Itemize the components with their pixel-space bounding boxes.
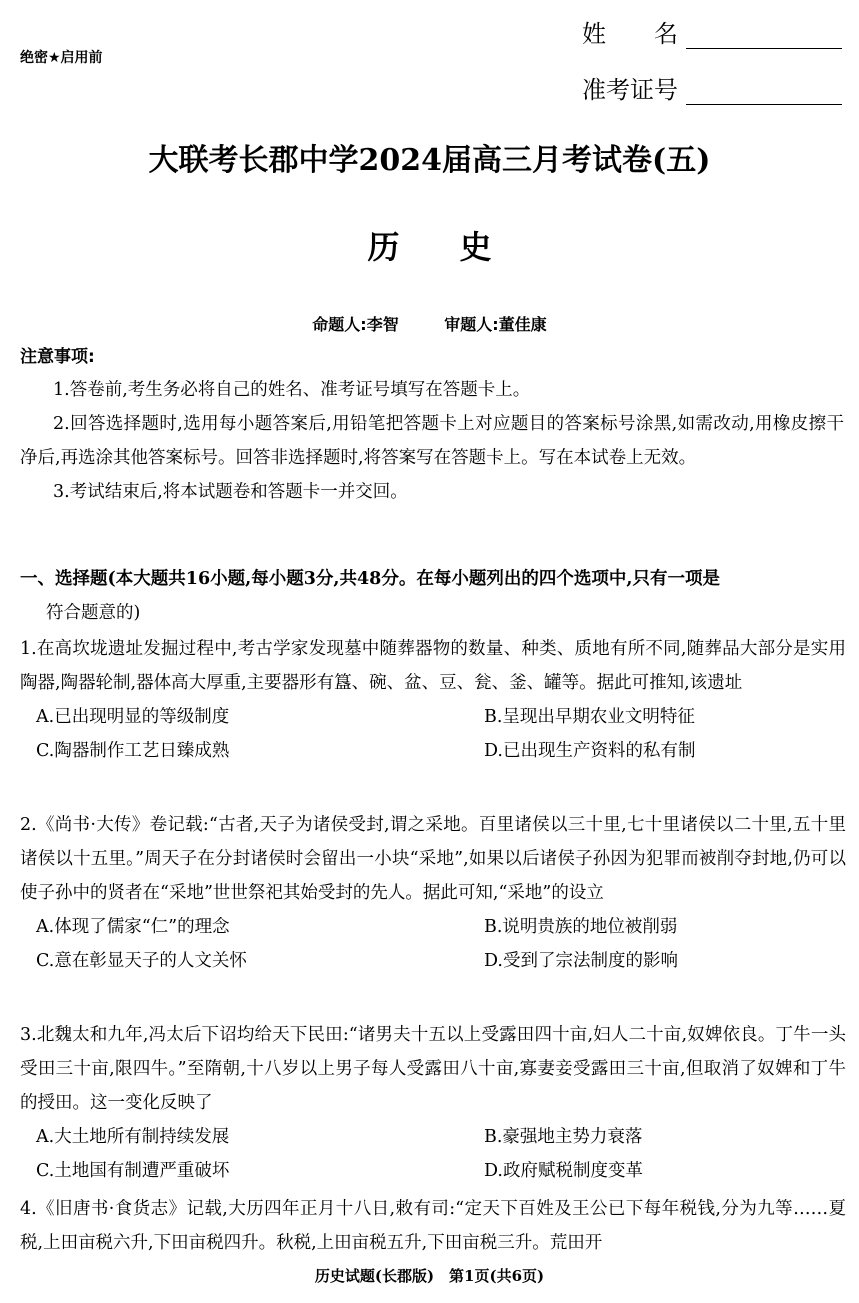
question-stem: 4.《旧唐书·食货志》记载,大历四年正月十八日,敕有司:“定天下百姓及王公已下每年税钱,分为九等……夏税,上田亩税六升,下田亩税四升。秋税,上田亩税五升,下田亩税三升。荒田开 bbox=[20, 1199, 846, 1253]
name-blank-line bbox=[686, 22, 842, 49]
exam-title: 大联考长郡中学2024届高三月考试卷(五) bbox=[148, 143, 711, 178]
option-a: A.大土地所有制持续发展 bbox=[36, 1127, 230, 1147]
setter: 命题人:李智 bbox=[312, 315, 399, 334]
option-d: D.受到了宗法制度的影响 bbox=[484, 951, 678, 971]
confidential-label: 绝密★启用前 bbox=[20, 50, 103, 66]
exam-id-field bbox=[582, 70, 842, 105]
question-4 bbox=[20, 1192, 846, 1260]
option-b: B.豪强地主势力衰落 bbox=[484, 1127, 643, 1147]
question-stem: 3.北魏太和九年,冯太后下诏均给天下民田:“诸男夫十五以上受露田四十亩,妇人二十亩,奴婢依良。丁牛一头受田三十亩,限四牛。”至隋朝,十八岁以上男子每人受露田八十亩,寡妻妾受露田三十亩,但取消了奴婢和丁牛的授田。这一变化反映了 bbox=[20, 1025, 846, 1113]
question-2 bbox=[20, 808, 846, 978]
authors bbox=[0, 312, 859, 335]
exam-id-label: 准考证号 bbox=[582, 76, 678, 104]
section-line: 符合题意的) bbox=[46, 603, 141, 623]
option-d: D.政府赋税制度变革 bbox=[484, 1161, 643, 1181]
page-footer: 历史试题(长郡版) 第1页(共6页) bbox=[314, 1267, 545, 1285]
exam-id-blank-line bbox=[686, 78, 842, 105]
name-field bbox=[582, 14, 842, 49]
notice-item: 3.考试结束后,将本试题卷和答题卡一并交回。 bbox=[53, 482, 408, 502]
options bbox=[20, 910, 846, 978]
notice-item: 1.答卷前,考生务必将自己的姓名、准考证号填写在答题卡上。 bbox=[53, 380, 531, 400]
option-d: D.已出现生产资料的私有制 bbox=[484, 741, 696, 761]
question-stem: 1.在高坎垅遗址发掘过程中,考古学家发现墓中随葬器物的数量、种类、质地有所不同,随葬品大部分是实用陶器,陶器轮制,器体高大厚重,主要器形有簋、碗、盆、豆、瓮、釜、罐等。据此可推知,该遗址 bbox=[20, 639, 846, 693]
option-c: C.土地国有制遭严重破坏 bbox=[36, 1161, 230, 1181]
option-a: A.已出现明显的等级制度 bbox=[36, 707, 230, 727]
notice-list bbox=[20, 373, 844, 509]
reviewer: 审题人:董佳康 bbox=[444, 315, 547, 334]
options bbox=[20, 700, 846, 768]
question-stem: 2.《尚书·大传》卷记载:“古者,天子为诸侯受封,谓之采地。百里诸侯以三十里,七十里诸侯以二十里,五十里诸侯以十五里。”周天子在分封诸侯时会留出一小块“采地”,如果以后诸侯子孙因为犯罪而被削夺封地,仍可以使子孙中的贤者在“采地”世世祭祀其始受封的先人。据此可知,“采地”的设立 bbox=[20, 815, 846, 903]
option-a: A.体现了儒家“仁”的理念 bbox=[36, 917, 230, 937]
subject-title: 历史 bbox=[367, 228, 552, 266]
option-c: C.意在彰显天子的人文关怀 bbox=[36, 951, 247, 971]
question-1 bbox=[20, 632, 846, 768]
section-line: 一、选择题(本大题共16小题,每小题3分,共48分。在每小题列出的四个选项中,只有一项是 bbox=[20, 569, 720, 589]
notice-heading: 注意事项: bbox=[20, 347, 95, 367]
question-3 bbox=[20, 1018, 846, 1188]
option-b: B.说明贵族的地位被削弱 bbox=[484, 917, 678, 937]
section-heading bbox=[20, 562, 846, 630]
option-b: B.呈现出早期农业文明特征 bbox=[484, 707, 695, 727]
notice-item: 2.回答选择题时,选用每小题答案后,用铅笔把答题卡上对应题目的答案标号涂黑,如需改动,用橡皮擦干净后,再选涂其他答案标号。回答非选择题时,将答案写在答题卡上。写在本试卷上无效。 bbox=[20, 414, 844, 468]
option-c: C.陶器制作工艺日臻成熟 bbox=[36, 741, 230, 761]
name-label: 姓 名 bbox=[582, 20, 678, 48]
options bbox=[20, 1120, 846, 1188]
